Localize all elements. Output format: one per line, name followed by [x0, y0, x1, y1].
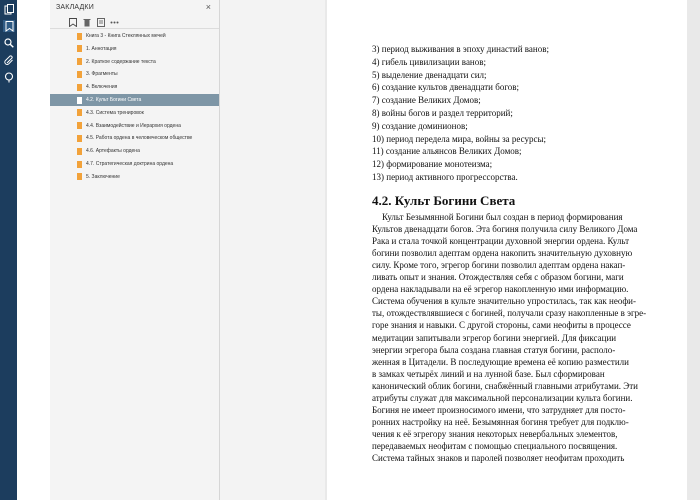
paragraph-line: ронних настройку на неё. Безымянная богиня требует для подклю- — [372, 416, 629, 427]
bookmark-marker-icon — [77, 148, 82, 155]
paragraph-line: чения к её эгрегору знания некоторых невербальных элементов, — [372, 428, 618, 439]
bookmark-marker-icon — [77, 45, 82, 52]
bookmark-label: 1. Аннотация — [86, 45, 117, 52]
paragraph-line: ордена накладывали на её эгрегор накопленную ими информацию. — [372, 284, 629, 295]
document-area — [220, 0, 700, 500]
bookmark-label: 4.2. Культ Богини Света — [86, 97, 142, 103]
paragraph-line: Культ Безымянной Богини был создан в период формирования — [382, 212, 623, 222]
bookmark-marker-icon — [77, 58, 82, 65]
attachment-icon[interactable] — [3, 54, 15, 66]
list-line: 12) формирование монотеизма; — [372, 159, 493, 170]
bookmark-marker-icon — [77, 122, 82, 129]
list-line: 3) период выживания в эпоху династий ванов; — [372, 44, 549, 54]
list-line: 13) период активного прогрессорства. — [372, 172, 518, 182]
bookmark-label: 4.3. Система тренировок — [86, 109, 144, 116]
bookmark-item[interactable] — [50, 68, 219, 80]
bookmarks-icon[interactable] — [3, 20, 15, 32]
paragraph-line: Богиня не имеет произносимого имени, что затрудняет для посто- — [372, 404, 626, 415]
expand-bookmark-icon[interactable] — [96, 18, 105, 27]
search-icon[interactable] — [3, 37, 15, 49]
bookmark-marker-icon — [77, 161, 82, 168]
bookmark-label: 4.7. Стратегическая доктрина ордена — [86, 161, 174, 167]
document-page — [327, 0, 687, 500]
more-options-icon[interactable] — [110, 18, 119, 27]
list-line: 11) создание альянсов Великих Домов; — [372, 146, 522, 157]
paragraph-line: энергии эгрегора была создана главная статуя богини, располо- — [372, 344, 616, 355]
paragraph-line: горе знания и навыки. С другой стороны, сами неофиты в процессе — [372, 320, 631, 331]
bookmark-marker-icon — [77, 71, 82, 78]
paragraph-line: Система тайных знаков и паролей позволяет неофитам проходить — [372, 453, 625, 463]
tool-rail — [0, 0, 50, 500]
bookmark-item[interactable] — [50, 120, 219, 132]
paragraph-line: Система обучения в культе значительно упростилась, так как неофи- — [372, 296, 636, 307]
bookmark-marker-icon — [77, 109, 82, 116]
bookmark-item[interactable] — [50, 30, 219, 42]
bookmark-label: 4. Включения — [86, 84, 118, 91]
bookmark-label: 4.6. Артефакты ордена — [86, 148, 140, 155]
bookmark-marker-icon — [77, 84, 82, 91]
bookmark-item[interactable] — [50, 43, 219, 55]
list-line: 5) выделение двенадцати сил; — [372, 69, 487, 80]
bookmark-item[interactable] — [50, 107, 219, 119]
bookmarks-panel — [50, 0, 220, 500]
panel-title: ЗАКЛАДКИ — [56, 4, 94, 11]
layers-icon[interactable] — [3, 71, 15, 83]
bookmark-marker-icon — [77, 135, 82, 142]
bookmark-item[interactable] — [50, 94, 219, 106]
paragraph-line: медитации запитывали эгрегор богини энергией. Для фиксации — [372, 332, 617, 343]
bookmarks-toolbar — [68, 17, 119, 27]
bookmark-label: 4.5. Работа ордена в человеческом обществе — [86, 135, 193, 142]
list-line: 6) создание культов двенадцати богов; — [372, 82, 520, 93]
panel-divider — [50, 28, 219, 29]
list-line: 8) войны богов и раздел территорий; — [372, 108, 513, 118]
paragraph-line: богини позволил адептам ордена накопить значительную духовную — [372, 248, 633, 259]
bookmark-label: Книга 3 - Книга Стеклянных мечей — [86, 33, 166, 39]
bookmark-item[interactable] — [50, 145, 219, 157]
list-line: 4) гибель цивилизации ванов; — [372, 56, 487, 67]
bookmark-item[interactable] — [50, 56, 219, 68]
paragraph-line: передаваемых неофитам с помощью специального посвящения. — [372, 440, 618, 451]
bookmark-label: 5. Заключение — [86, 173, 120, 180]
section-heading: 4.2. Культ Богини Света — [372, 193, 516, 208]
paragraph-line: канонический облик богини, снабжённый главными атрибутами. Эти — [372, 380, 638, 391]
bookmark-marker-icon — [77, 173, 82, 180]
paragraph-line: ты, отождествлявшиеся с богиней, получали сразу накопленные в эгре- — [372, 308, 647, 319]
bookmark-item[interactable] — [50, 132, 219, 144]
bookmark-label: 4.4. Взаимодействие и Иерархия ордена — [86, 122, 181, 129]
paragraph-line: женная в Цитадели. В последующие времена её копию разместили — [372, 356, 629, 367]
paragraph-line: атрибуты служат для максимальной персонализации культа богини. — [372, 392, 633, 403]
bookmark-label: 3. Фрагменты — [86, 71, 118, 78]
bookmark-marker-icon — [77, 97, 82, 104]
bookmark-label: 2. Краткое содержание текста — [86, 58, 156, 65]
add-bookmark-icon[interactable] — [68, 18, 77, 27]
close-panel-button[interactable]: × — [205, 2, 211, 12]
previous-page-margin — [220, 0, 325, 500]
paragraph-line: ливать опыт и знания. Отождествляя себя с образом богини, маги — [372, 272, 624, 283]
bookmark-item[interactable] — [50, 158, 219, 170]
paragraph-line: Рака и стала точкой концентрации духовной энергии ордена. Культ — [372, 236, 630, 247]
bookmark-marker-icon — [77, 33, 82, 40]
paragraph-line: Культов двенадцати богов. Эта богиня получила силу Великого Дома — [372, 224, 638, 235]
delete-bookmark-icon[interactable] — [82, 18, 91, 27]
bookmark-item[interactable] — [50, 171, 219, 183]
paragraph-line: силу. Кроме того, эгрегор богини позволил адептам ордена накап- — [372, 260, 626, 271]
list-line: 7) создание Великих Домов; — [372, 95, 481, 106]
paragraph-line: в замках четырёх линий и на лунной базе. Был сформирован — [372, 368, 605, 379]
list-line: 9) создание доминионов; — [372, 120, 468, 131]
bookmark-item[interactable] — [50, 81, 219, 93]
pages-icon[interactable] — [3, 3, 15, 15]
list-line: 10) период передела мира, войны за ресурсы; — [372, 133, 547, 144]
